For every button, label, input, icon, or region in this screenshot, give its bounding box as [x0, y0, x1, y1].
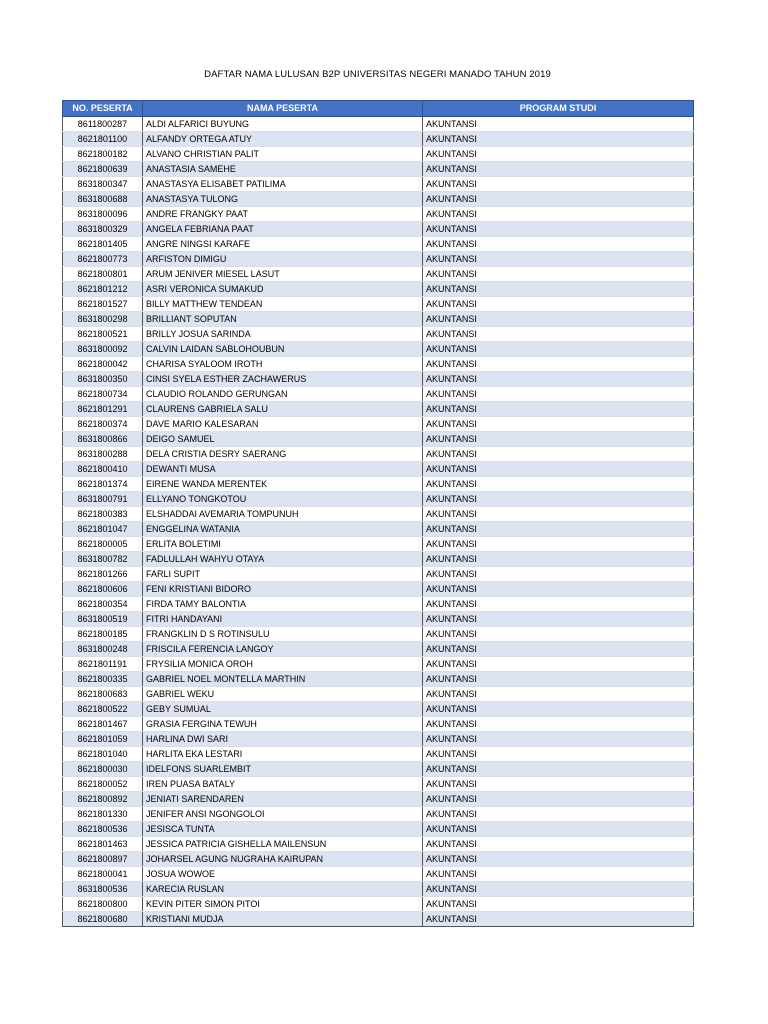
cell-nama-peserta: JESISCA TUNTA — [143, 822, 423, 837]
table-row — [63, 597, 694, 612]
cell-program-studi: AKUNTANSI — [423, 552, 694, 567]
cell-no-peserta: 8621801212 — [63, 282, 143, 297]
cell-no-peserta: 8631800536 — [63, 882, 143, 897]
cell-program-studi: AKUNTANSI — [423, 177, 694, 192]
table-row — [63, 492, 694, 507]
cell-nama-peserta: FIRDA TAMY BALONTIA — [143, 597, 423, 612]
cell-program-studi: AKUNTANSI — [423, 777, 694, 792]
cell-program-studi: AKUNTANSI — [423, 732, 694, 747]
cell-no-peserta: 8621801291 — [63, 402, 143, 417]
table-row — [63, 207, 694, 222]
table-row — [63, 522, 694, 537]
cell-program-studi: AKUNTANSI — [423, 612, 694, 627]
table-row — [63, 672, 694, 687]
table-row — [63, 567, 694, 582]
cell-nama-peserta: ERLITA BOLETIMI — [143, 537, 423, 552]
cell-program-studi: AKUNTANSI — [423, 492, 694, 507]
table-row — [63, 327, 694, 342]
cell-nama-peserta: BRILLY JOSUA SARINDA — [143, 327, 423, 342]
table-row — [63, 552, 694, 567]
table-row — [63, 762, 694, 777]
header-row — [63, 101, 694, 117]
cell-program-studi: AKUNTANSI — [423, 297, 694, 312]
table-row — [63, 582, 694, 597]
cell-no-peserta: 8621800773 — [63, 252, 143, 267]
table-row — [63, 702, 694, 717]
cell-nama-peserta: JOSUA WOWOE — [143, 867, 423, 882]
table-row — [63, 222, 694, 237]
cell-no-peserta: 8621801100 — [63, 132, 143, 147]
cell-nama-peserta: JESSICA PATRICIA GISHELLA MAILENSUN — [143, 837, 423, 852]
document-title: DAFTAR NAMA LULUSAN B2P UNIVERSITAS NEGERI MANADO TAHUN 2019 — [204, 69, 551, 80]
table-row — [63, 342, 694, 357]
cell-nama-peserta: ELLYANO TONGKOTOU — [143, 492, 423, 507]
cell-no-peserta: 8631800288 — [63, 447, 143, 462]
cell-no-peserta: 8621800042 — [63, 357, 143, 372]
cell-no-peserta: 8631800096 — [63, 207, 143, 222]
cell-no-peserta: 8621801467 — [63, 717, 143, 732]
cell-program-studi: AKUNTANSI — [423, 192, 694, 207]
table-row — [63, 297, 694, 312]
cell-program-studi: AKUNTANSI — [423, 342, 694, 357]
cell-nama-peserta: GABRIEL WEKU — [143, 687, 423, 702]
cell-nama-peserta: CINSI SYELA ESTHER ZACHAWERUS — [143, 372, 423, 387]
cell-program-studi: AKUNTANSI — [423, 912, 694, 927]
table-row — [63, 537, 694, 552]
table-row — [63, 852, 694, 867]
table-row — [63, 117, 694, 132]
cell-program-studi: AKUNTANSI — [423, 507, 694, 522]
cell-no-peserta: 8621800030 — [63, 762, 143, 777]
cell-nama-peserta: GRASIA FERGINA TEWUH — [143, 717, 423, 732]
cell-program-studi: AKUNTANSI — [423, 132, 694, 147]
cell-program-studi: AKUNTANSI — [423, 882, 694, 897]
cell-program-studi: AKUNTANSI — [423, 162, 694, 177]
table-row — [63, 732, 694, 747]
cell-no-peserta: 8621801059 — [63, 732, 143, 747]
cell-no-peserta: 8631800688 — [63, 192, 143, 207]
cell-nama-peserta: CLAURENS GABRIELA SALU — [143, 402, 423, 417]
cell-no-peserta: 8621800606 — [63, 582, 143, 597]
cell-program-studi: AKUNTANSI — [423, 867, 694, 882]
cell-no-peserta: 8631800350 — [63, 372, 143, 387]
table-row — [63, 162, 694, 177]
table-row — [63, 447, 694, 462]
cell-nama-peserta: ALDI ALFARICI BUYUNG — [143, 117, 423, 132]
cell-program-studi: AKUNTANSI — [423, 897, 694, 912]
cell-no-peserta: 8621800892 — [63, 792, 143, 807]
cell-no-peserta: 8621800536 — [63, 822, 143, 837]
cell-program-studi: AKUNTANSI — [423, 717, 694, 732]
table-row — [63, 267, 694, 282]
cell-no-peserta: 8631800791 — [63, 492, 143, 507]
cell-no-peserta: 8631800782 — [63, 552, 143, 567]
table-row — [63, 612, 694, 627]
table-row — [63, 372, 694, 387]
cell-no-peserta: 8621800182 — [63, 147, 143, 162]
cell-program-studi: AKUNTANSI — [423, 372, 694, 387]
cell-program-studi: AKUNTANSI — [423, 687, 694, 702]
table-row — [63, 837, 694, 852]
table-row — [63, 882, 694, 897]
cell-no-peserta: 8621800374 — [63, 417, 143, 432]
cell-no-peserta: 8621800354 — [63, 597, 143, 612]
cell-no-peserta: 8631800092 — [63, 342, 143, 357]
cell-nama-peserta: FENI KRISTIANI BIDORO — [143, 582, 423, 597]
table-header — [63, 101, 694, 117]
cell-nama-peserta: JENIFER ANSI NGONGOLOI — [143, 807, 423, 822]
cell-program-studi: AKUNTANSI — [423, 702, 694, 717]
cell-nama-peserta: ARUM JENIVER MIESEL LASUT — [143, 267, 423, 282]
cell-program-studi: AKUNTANSI — [423, 642, 694, 657]
cell-program-studi: AKUNTANSI — [423, 762, 694, 777]
cell-program-studi: AKUNTANSI — [423, 147, 694, 162]
cell-nama-peserta: GEBY SUMUAL — [143, 702, 423, 717]
cell-no-peserta: 8621800800 — [63, 897, 143, 912]
cell-program-studi: AKUNTANSI — [423, 267, 694, 282]
table-row — [63, 627, 694, 642]
table-row — [63, 657, 694, 672]
cell-program-studi: AKUNTANSI — [423, 462, 694, 477]
cell-no-peserta: 8621801405 — [63, 237, 143, 252]
cell-nama-peserta: ENGGELINA WATANIA — [143, 522, 423, 537]
cell-program-studi: AKUNTANSI — [423, 807, 694, 822]
cell-nama-peserta: BRILLIANT SOPUTAN — [143, 312, 423, 327]
cell-no-peserta: 8621800801 — [63, 267, 143, 282]
cell-program-studi: AKUNTANSI — [423, 522, 694, 537]
table-row — [63, 432, 694, 447]
cell-program-studi: AKUNTANSI — [423, 432, 694, 447]
cell-program-studi: AKUNTANSI — [423, 312, 694, 327]
cell-no-peserta: 8621800683 — [63, 687, 143, 702]
cell-program-studi: AKUNTANSI — [423, 357, 694, 372]
cell-nama-peserta: ASRI VERONICA SUMAKUD — [143, 282, 423, 297]
cell-nama-peserta: CLAUDIO ROLANDO GERUNGAN — [143, 387, 423, 402]
cell-nama-peserta: ANASTASYA TULONG — [143, 192, 423, 207]
cell-no-peserta: 8621801374 — [63, 477, 143, 492]
cell-no-peserta: 8621800052 — [63, 777, 143, 792]
table-row — [63, 462, 694, 477]
cell-no-peserta: 8631800329 — [63, 222, 143, 237]
cell-nama-peserta: ANGELA FEBRIANA PAAT — [143, 222, 423, 237]
graduates-table — [62, 100, 694, 927]
header-program-studi: PROGRAM STUDI — [423, 101, 694, 117]
cell-nama-peserta: ELSHADDAI AVEMARIA TOMPUNUH — [143, 507, 423, 522]
cell-no-peserta: 8631800248 — [63, 642, 143, 657]
cell-no-peserta: 8621801330 — [63, 807, 143, 822]
header-no-peserta: NO. PESERTA — [63, 101, 143, 117]
cell-nama-peserta: BILLY MATTHEW TENDEAN — [143, 297, 423, 312]
cell-program-studi: AKUNTANSI — [423, 672, 694, 687]
cell-nama-peserta: FRANGKLIN D S ROTINSULU — [143, 627, 423, 642]
cell-program-studi: AKUNTANSI — [423, 222, 694, 237]
table-row — [63, 177, 694, 192]
table-row — [63, 642, 694, 657]
table-row — [63, 507, 694, 522]
table-row — [63, 867, 694, 882]
cell-program-studi: AKUNTANSI — [423, 597, 694, 612]
cell-no-peserta: 8621801047 — [63, 522, 143, 537]
cell-no-peserta: 8621801463 — [63, 837, 143, 852]
cell-nama-peserta: HARLITA EKA LESTARI — [143, 747, 423, 762]
cell-nama-peserta: JOHARSEL AGUNG NUGRAHA KAIRUPAN — [143, 852, 423, 867]
table-row — [63, 777, 694, 792]
cell-no-peserta: 8621800005 — [63, 537, 143, 552]
cell-nama-peserta: IREN PUASA BATALY — [143, 777, 423, 792]
cell-no-peserta: 8621801266 — [63, 567, 143, 582]
cell-no-peserta: 8631800866 — [63, 432, 143, 447]
cell-program-studi: AKUNTANSI — [423, 237, 694, 252]
cell-program-studi: AKUNTANSI — [423, 582, 694, 597]
table-row — [63, 792, 694, 807]
cell-nama-peserta: ALVANO CHRISTIAN PALIT — [143, 147, 423, 162]
cell-program-studi: AKUNTANSI — [423, 417, 694, 432]
cell-program-studi: AKUNTANSI — [423, 477, 694, 492]
header-nama-peserta: NAMA PESERTA — [143, 101, 423, 117]
cell-no-peserta: 8621801040 — [63, 747, 143, 762]
cell-no-peserta: 8621801527 — [63, 297, 143, 312]
table-row — [63, 417, 694, 432]
cell-nama-peserta: ARFISTON DIMIGU — [143, 252, 423, 267]
table-row — [63, 387, 694, 402]
table-row — [63, 282, 694, 297]
cell-program-studi: AKUNTANSI — [423, 207, 694, 222]
cell-no-peserta: 8621800680 — [63, 912, 143, 927]
table-row — [63, 477, 694, 492]
cell-no-peserta: 8621800335 — [63, 672, 143, 687]
cell-program-studi: AKUNTANSI — [423, 657, 694, 672]
table-row — [63, 807, 694, 822]
cell-nama-peserta: ANDRE FRANGKY PAAT — [143, 207, 423, 222]
cell-program-studi: AKUNTANSI — [423, 837, 694, 852]
table-row — [63, 747, 694, 762]
cell-no-peserta: 8621800639 — [63, 162, 143, 177]
cell-nama-peserta: IDELFONS SUARLEMBIT — [143, 762, 423, 777]
table-row — [63, 717, 694, 732]
cell-program-studi: AKUNTANSI — [423, 822, 694, 837]
cell-program-studi: AKUNTANSI — [423, 387, 694, 402]
cell-no-peserta: 8621800041 — [63, 867, 143, 882]
table-row — [63, 132, 694, 147]
table-row — [63, 147, 694, 162]
cell-nama-peserta: ANGRE NINGSI KARAFE — [143, 237, 423, 252]
cell-nama-peserta: DEWANTI MUSA — [143, 462, 423, 477]
cell-nama-peserta: KARECIA RUSLAN — [143, 882, 423, 897]
cell-nama-peserta: CHARISA SYALOOM IROTH — [143, 357, 423, 372]
cell-nama-peserta: FARLI SUPIT — [143, 567, 423, 582]
cell-nama-peserta: FITRI HANDAYANI — [143, 612, 423, 627]
cell-nama-peserta: ANASTASYA ELISABET PATILIMA — [143, 177, 423, 192]
cell-program-studi: AKUNTANSI — [423, 327, 694, 342]
cell-nama-peserta: ANASTASIA SAMEHE — [143, 162, 423, 177]
cell-no-peserta: 8621800185 — [63, 627, 143, 642]
table-body — [63, 117, 694, 927]
cell-no-peserta: 8631800347 — [63, 177, 143, 192]
table-row — [63, 312, 694, 327]
table-row — [63, 822, 694, 837]
cell-nama-peserta: HARLINA DWI SARI — [143, 732, 423, 747]
table-row — [63, 402, 694, 417]
cell-no-peserta: 8621800410 — [63, 462, 143, 477]
cell-nama-peserta: DEIGO SAMUEL — [143, 432, 423, 447]
cell-program-studi: AKUNTANSI — [423, 567, 694, 582]
cell-program-studi: AKUNTANSI — [423, 402, 694, 417]
table-row — [63, 192, 694, 207]
cell-no-peserta: 8611800287 — [63, 117, 143, 132]
cell-nama-peserta: FADLULLAH WAHYU OTAYA — [143, 552, 423, 567]
cell-program-studi: AKUNTANSI — [423, 447, 694, 462]
table-row — [63, 912, 694, 927]
table-row — [63, 237, 694, 252]
table-row — [63, 357, 694, 372]
cell-program-studi: AKUNTANSI — [423, 852, 694, 867]
cell-nama-peserta: EIRENE WANDA MERENTEK — [143, 477, 423, 492]
cell-nama-peserta: KRISTIANI MUDJA — [143, 912, 423, 927]
cell-program-studi: AKUNTANSI — [423, 252, 694, 267]
cell-program-studi: AKUNTANSI — [423, 627, 694, 642]
cell-program-studi: AKUNTANSI — [423, 537, 694, 552]
cell-nama-peserta: KEVIN PITER SIMON PITOI — [143, 897, 423, 912]
cell-no-peserta: 8621800383 — [63, 507, 143, 522]
cell-program-studi: AKUNTANSI — [423, 747, 694, 762]
cell-nama-peserta: GABRIEL NOEL MONTELLA MARTHIN — [143, 672, 423, 687]
cell-no-peserta: 8621800521 — [63, 327, 143, 342]
cell-no-peserta: 8631800298 — [63, 312, 143, 327]
table-row — [63, 687, 694, 702]
cell-nama-peserta: ALFANDY ORTEGA ATUY — [143, 132, 423, 147]
cell-no-peserta: 8621800897 — [63, 852, 143, 867]
cell-nama-peserta: FRYSILIA MONICA OROH — [143, 657, 423, 672]
cell-no-peserta: 8621801191 — [63, 657, 143, 672]
cell-nama-peserta: DAVE MARIO KALESARAN — [143, 417, 423, 432]
cell-program-studi: AKUNTANSI — [423, 117, 694, 132]
cell-nama-peserta: JENIATI SARENDAREN — [143, 792, 423, 807]
cell-program-studi: AKUNTANSI — [423, 792, 694, 807]
cell-nama-peserta: DELA CRISTIA DESRY SAERANG — [143, 447, 423, 462]
table-row — [63, 252, 694, 267]
cell-program-studi: AKUNTANSI — [423, 282, 694, 297]
cell-no-peserta: 8631800519 — [63, 612, 143, 627]
cell-nama-peserta: FRISCILA FERENCIA LANGOY — [143, 642, 423, 657]
cell-no-peserta: 8621800522 — [63, 702, 143, 717]
table-row — [63, 897, 694, 912]
cell-nama-peserta: CALVIN LAIDAN SABLOHOUBUN — [143, 342, 423, 357]
cell-no-peserta: 8621800734 — [63, 387, 143, 402]
